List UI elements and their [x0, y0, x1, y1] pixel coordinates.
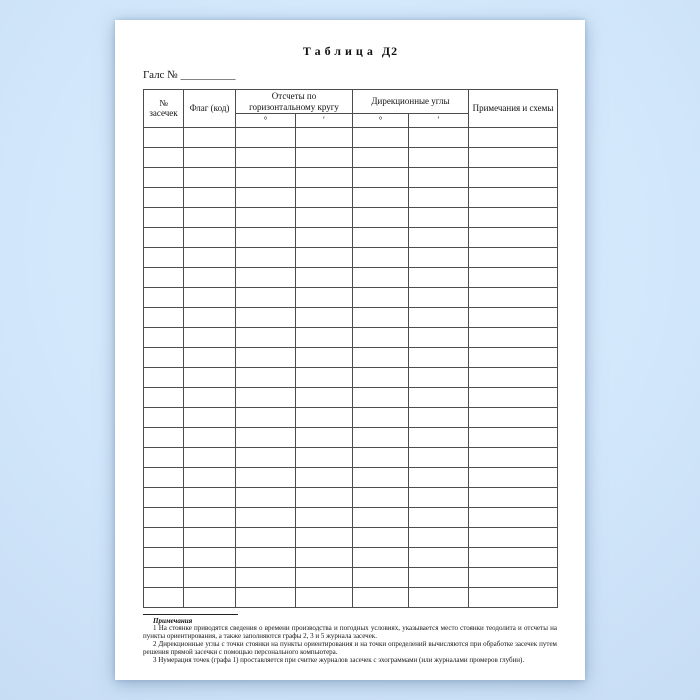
- table-cell: [409, 147, 469, 167]
- table-cell: [296, 287, 353, 307]
- table-cell: [236, 267, 296, 287]
- table-cell: [236, 527, 296, 547]
- table-cell: [353, 467, 409, 487]
- table-cell: [469, 147, 558, 167]
- table-cell: [144, 427, 184, 447]
- table-cell: [144, 167, 184, 187]
- table-cell: [296, 167, 353, 187]
- table-cell: [409, 327, 469, 347]
- table-cell: [353, 347, 409, 367]
- table-row: [144, 287, 558, 307]
- table-cell: [409, 307, 469, 327]
- table-cell: [144, 207, 184, 227]
- table-cell: [296, 507, 353, 527]
- table-row: [144, 127, 558, 147]
- table-cell: [409, 527, 469, 547]
- table-row: [144, 207, 558, 227]
- table-cell: [144, 587, 184, 607]
- table-cell: [236, 287, 296, 307]
- table-cell: [353, 147, 409, 167]
- table-cell: [296, 247, 353, 267]
- table-cell: [144, 507, 184, 527]
- table-cell: [296, 347, 353, 367]
- header-zasechki: № засечек: [144, 90, 184, 128]
- table-row: [144, 167, 558, 187]
- table-cell: [236, 227, 296, 247]
- table-cell: [144, 327, 184, 347]
- table-cell: [353, 427, 409, 447]
- table-cell: [236, 187, 296, 207]
- table-cell: [184, 267, 236, 287]
- table-cell: [353, 507, 409, 527]
- table-cell: [353, 527, 409, 547]
- table-cell: [469, 467, 558, 487]
- table-cell: [353, 327, 409, 347]
- table-cell: [409, 127, 469, 147]
- table-cell: [296, 207, 353, 227]
- table-cell: [236, 307, 296, 327]
- table-header: [144, 90, 558, 128]
- table-cell: [353, 587, 409, 607]
- table-cell: [353, 187, 409, 207]
- table-row: [144, 307, 558, 327]
- table-cell: [409, 347, 469, 367]
- table-row: [144, 187, 558, 207]
- table-row: [144, 447, 558, 467]
- table-cell: [469, 127, 558, 147]
- table-cell: [184, 247, 236, 267]
- table-cell: [353, 127, 409, 147]
- table-cell: [296, 387, 353, 407]
- subheader-minutes: ′: [296, 114, 353, 128]
- table-cell: [469, 327, 558, 347]
- table-row: [144, 367, 558, 387]
- table-cell: [184, 587, 236, 607]
- table-cell: [144, 287, 184, 307]
- table-cell: [353, 387, 409, 407]
- notes-section: [143, 614, 557, 665]
- table-cell: [144, 367, 184, 387]
- table-row: [144, 587, 558, 607]
- table-cell: [296, 307, 353, 327]
- table-body: [144, 127, 558, 607]
- table-row: [144, 147, 558, 167]
- table-cell: [469, 527, 558, 547]
- table-cell: [236, 367, 296, 387]
- table-cell: [469, 387, 558, 407]
- table-cell: [236, 347, 296, 367]
- table-cell: [184, 207, 236, 227]
- table-cell: [144, 467, 184, 487]
- table-cell: [469, 287, 558, 307]
- table-cell: [409, 287, 469, 307]
- table-row: [144, 547, 558, 567]
- table-cell: [184, 227, 236, 247]
- table-cell: [184, 547, 236, 567]
- table-cell: [144, 407, 184, 427]
- table-cell: [409, 267, 469, 287]
- table-cell: [236, 447, 296, 467]
- table-cell: [184, 467, 236, 487]
- table-cell: [184, 127, 236, 147]
- table-cell: [469, 487, 558, 507]
- table-cell: [184, 367, 236, 387]
- table-cell: [236, 587, 296, 607]
- table-cell: [353, 547, 409, 567]
- table-cell: [144, 447, 184, 467]
- table-cell: [353, 227, 409, 247]
- subheader-degrees: °: [353, 114, 409, 128]
- table-cell: [469, 567, 558, 587]
- table-cell: [296, 567, 353, 587]
- table-cell: [184, 487, 236, 507]
- table-cell: [353, 447, 409, 467]
- table-cell: [296, 227, 353, 247]
- table-cell: [469, 347, 558, 367]
- table-cell: [184, 527, 236, 547]
- table-cell: [184, 567, 236, 587]
- table-cell: [353, 287, 409, 307]
- table-cell: [296, 127, 353, 147]
- table-cell: [144, 227, 184, 247]
- table-cell: [469, 447, 558, 467]
- table-cell: [469, 427, 558, 447]
- document-sheet: [115, 20, 585, 680]
- table-cell: [409, 167, 469, 187]
- table-cell: [409, 567, 469, 587]
- table-cell: [144, 347, 184, 367]
- gals-number-line: [143, 69, 558, 81]
- table-cell: [184, 407, 236, 427]
- table-cell: [469, 207, 558, 227]
- table-row: [144, 507, 558, 527]
- table-cell: [184, 187, 236, 207]
- table-cell: [144, 247, 184, 267]
- table-cell: [184, 427, 236, 447]
- table-cell: [469, 507, 558, 527]
- table-row: [144, 527, 558, 547]
- table-cell: [469, 307, 558, 327]
- note-item: 1 На стоянке приводятся сведения о времени производства и погодных условиях, указывается место стоянки теодолита и отсчеты на пункты ориентирования, а также заполняются графы 2, 3 и 5 журнала засечек.: [143, 624, 557, 641]
- table-cell: [409, 587, 469, 607]
- table-cell: [409, 547, 469, 567]
- table-cell: [353, 567, 409, 587]
- table-cell: [144, 567, 184, 587]
- page-title-word: Таблица: [302, 44, 377, 58]
- notes-heading: Примечания: [153, 616, 193, 625]
- table-cell: [144, 127, 184, 147]
- table-row: [144, 327, 558, 347]
- note-item: 3 Нумерация точек (графа 1) проставляется при считке журналов засечек с эхограммами (или журналами промеров глубин).: [153, 655, 525, 664]
- table-row: [144, 567, 558, 587]
- table-cell: [296, 407, 353, 427]
- table-row: [144, 467, 558, 487]
- table-cell: [469, 167, 558, 187]
- page-title: [143, 44, 558, 59]
- subheader-minutes: ′: [409, 114, 469, 128]
- table-cell: [184, 167, 236, 187]
- table-cell: [296, 467, 353, 487]
- table-cell: [236, 467, 296, 487]
- table-cell: [469, 227, 558, 247]
- table-cell: [409, 407, 469, 427]
- table-cell: [144, 547, 184, 567]
- table-row: [144, 267, 558, 287]
- table-cell: [353, 267, 409, 287]
- table-cell: [236, 387, 296, 407]
- table-cell: [353, 247, 409, 267]
- gals-label: Галс №: [143, 69, 178, 81]
- table-cell: [353, 167, 409, 187]
- page-title-number: Д2: [381, 44, 399, 58]
- table-cell: [296, 587, 353, 607]
- table-cell: [469, 267, 558, 287]
- table-cell: [409, 427, 469, 447]
- table-cell: [296, 527, 353, 547]
- table-cell: [409, 207, 469, 227]
- table-cell: [409, 247, 469, 267]
- table-cell: [184, 307, 236, 327]
- subheader-degrees: °: [236, 114, 296, 128]
- table-cell: [353, 207, 409, 227]
- table-cell: [236, 127, 296, 147]
- table-cell: [236, 487, 296, 507]
- table-cell: [144, 147, 184, 167]
- table-cell: [236, 567, 296, 587]
- table-cell: [296, 367, 353, 387]
- table-row: [144, 247, 558, 267]
- survey-table: [143, 89, 558, 608]
- table-cell: [144, 387, 184, 407]
- table-cell: [296, 547, 353, 567]
- table-cell: [409, 187, 469, 207]
- table-cell: [353, 407, 409, 427]
- table-cell: [409, 487, 469, 507]
- table-cell: [236, 207, 296, 227]
- table-cell: [236, 327, 296, 347]
- header-primechaniya: Примечания и схемы: [469, 90, 558, 128]
- table-cell: [296, 147, 353, 167]
- table-cell: [144, 527, 184, 547]
- table-cell: [236, 407, 296, 427]
- table-cell: [469, 247, 558, 267]
- table-cell: [469, 367, 558, 387]
- table-cell: [469, 547, 558, 567]
- table-cell: [184, 327, 236, 347]
- table-cell: [184, 287, 236, 307]
- table-cell: [296, 447, 353, 467]
- table-cell: [236, 167, 296, 187]
- header-flag: Флаг (код): [184, 90, 236, 128]
- table-cell: [144, 307, 184, 327]
- table-cell: [236, 247, 296, 267]
- table-cell: [296, 327, 353, 347]
- table-cell: [296, 427, 353, 447]
- table-cell: [409, 387, 469, 407]
- note-item: 2 Дирекционные углы с точки стоянки на пункты ориентирования и на точки определений вычисляются при обработке засечек путем решения прямой засечки с помощью персонального компьютера.: [143, 639, 557, 656]
- table-cell: [144, 267, 184, 287]
- table-row: [144, 227, 558, 247]
- table-cell: [236, 427, 296, 447]
- table-cell: [353, 487, 409, 507]
- table-cell: [353, 307, 409, 327]
- header-direkcionnye: Дирекционные углы: [353, 90, 469, 114]
- table-cell: [296, 487, 353, 507]
- table-cell: [409, 367, 469, 387]
- table-cell: [409, 227, 469, 247]
- table-row: [144, 347, 558, 367]
- table-cell: [144, 187, 184, 207]
- table-cell: [353, 367, 409, 387]
- table-row: [144, 427, 558, 447]
- footnote-separator: [143, 614, 238, 615]
- table-cell: [469, 587, 558, 607]
- table-cell: [236, 147, 296, 167]
- table-cell: [409, 447, 469, 467]
- table-row: [144, 487, 558, 507]
- table-cell: [184, 387, 236, 407]
- gals-blank-field: __________: [180, 69, 236, 81]
- table-cell: [409, 467, 469, 487]
- table-cell: [184, 347, 236, 367]
- table-cell: [184, 447, 236, 467]
- table-cell: [184, 147, 236, 167]
- header-otschety: Отсчеты по горизонтальному кругу: [236, 90, 353, 114]
- table-cell: [409, 507, 469, 527]
- table-cell: [236, 547, 296, 567]
- table-cell: [296, 187, 353, 207]
- table-row: [144, 407, 558, 427]
- table-cell: [469, 407, 558, 427]
- table-cell: [184, 507, 236, 527]
- table-row: [144, 387, 558, 407]
- table-cell: [469, 187, 558, 207]
- table-cell: [236, 507, 296, 527]
- table-cell: [144, 487, 184, 507]
- table-cell: [296, 267, 353, 287]
